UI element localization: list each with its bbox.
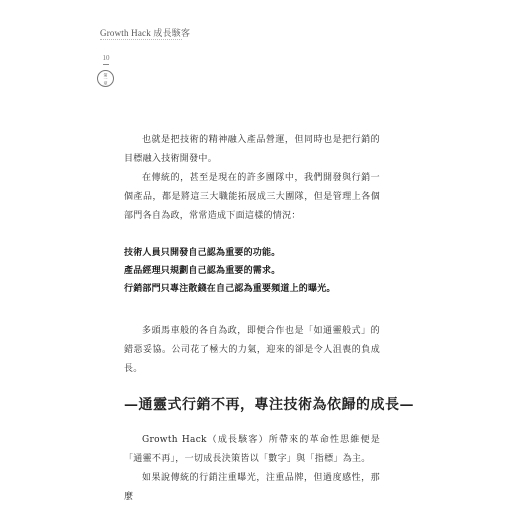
bold-statement: 行銷部門只專注散錢在自己認為重要頻道上的曝光。 — [124, 284, 336, 294]
chapter-badge: 第一章 — [97, 70, 114, 87]
bold-statement: 技術人員只開發自己認為重要的功能。 — [124, 248, 281, 258]
spacer — [124, 415, 380, 431]
bold-statement: 產品經理只規劃自己認為重要的需求。 — [124, 266, 281, 276]
paragraph: 也就是把技術的精神融入產品營運，但同時也是把行銷的目標融入技術開發中。 — [124, 135, 380, 164]
spacer — [124, 379, 380, 395]
paragraph: 多頭馬車般的各自為政，即便合作也是「如通靈般式」的錯惡妥協。公司花了極大的力氣，迎來的卻是令人沮喪的負成長。 — [124, 326, 380, 374]
page-number-divider — [103, 64, 109, 65]
running-header: Growth Hack 成長駭客 — [100, 28, 191, 38]
spacer — [124, 298, 380, 322]
header-divider — [100, 39, 182, 40]
paragraph: 在傳統的，甚至是現在的許多團隊中，我們開發與行銷一個產品，都是將這三大職能拓展成三大團隊，但是管理上各個部門各自為政，常常造成下面這樣的情況： — [124, 173, 380, 221]
spacer — [124, 226, 380, 244]
paragraph: 如果說傳統的行銷注重曝光，注重品牌，但過度感性，那麼 — [124, 473, 380, 502]
page-body — [124, 131, 414, 507]
section-heading: —通靈式行銷不再，專注技術為依歸的成長— — [124, 397, 414, 413]
page-number: 10 — [102, 54, 110, 62]
paragraph: Growth Hack（成長駭客）所帶來的革命性思維便是「通靈不再」，一切成長決策皆以「數字」與「指標」為主。 — [124, 435, 380, 464]
